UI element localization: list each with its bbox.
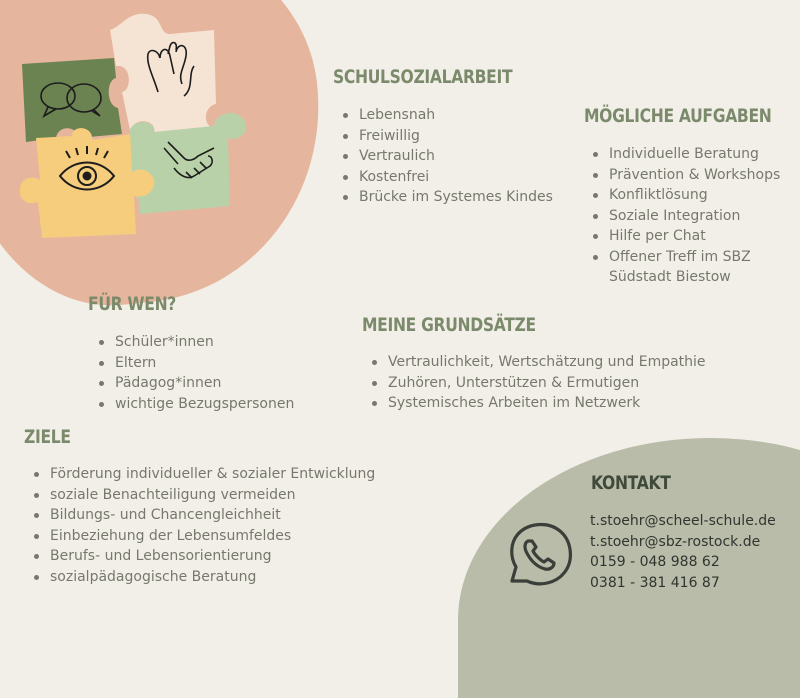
puzzle-piece-cream <box>110 14 216 134</box>
grundsaetze-list <box>369 352 706 414</box>
ziele-list <box>31 464 375 587</box>
list-item: Konfliktlösung <box>590 185 780 206</box>
list-item: Förderung individueller & sozialer Entwicklung <box>31 464 375 485</box>
list-item: Soziale Integration <box>590 206 780 227</box>
kontakt-heading: KONTAKT <box>591 472 671 494</box>
email-link[interactable]: t.stoehr@scheel-schule.de <box>590 513 776 529</box>
aufgaben-list <box>590 144 780 288</box>
fuer-wen-list <box>96 332 294 414</box>
list-item: Brücke im Systemes Kindes <box>340 187 553 208</box>
puzzle-piece-dark-green <box>22 58 122 142</box>
grundsaetze-heading: MEINE GRUNDSÄTZE <box>362 314 536 336</box>
list-item: Kostenfrei <box>340 167 553 188</box>
ziele-heading: ZIELE <box>24 426 71 448</box>
list-item: Eltern <box>96 353 294 374</box>
list-item: sozialpädagogische Beratung <box>31 567 375 588</box>
phone-number[interactable]: 0381 - 381 416 87 <box>590 574 720 591</box>
list-item: Individuelle Beratung <box>590 144 780 165</box>
list-item: Vertraulich <box>340 146 553 167</box>
list-item: Berufs- und Lebensorientierung <box>31 546 375 567</box>
list-item: Schüler*innen <box>96 332 294 353</box>
schulsozialarbeit-list <box>340 105 553 208</box>
list-item: Lebensnah <box>340 105 553 126</box>
list-item: Freiwillig <box>340 126 553 147</box>
phone-number[interactable]: 0159 - 048 988 62 <box>590 554 720 570</box>
list-item: soziale Benachteiligung vermeiden <box>31 485 375 506</box>
contact-block <box>590 511 776 593</box>
list-item: Zuhören, Unterstützen & Ermutigen <box>369 373 706 394</box>
schulsozialarbeit-heading: SCHULSOZIALARBEIT <box>333 66 513 88</box>
fuer-wen-heading: FÜR WEN? <box>88 293 176 315</box>
puzzle-illustration <box>18 8 248 244</box>
list-item: Pädagog*innen <box>96 373 294 394</box>
list-item: Prävention & Workshops <box>590 165 780 186</box>
list-item: Bildungs- und Chancengleichheit <box>31 505 375 526</box>
list-item: Vertraulichkeit, Wertschätzung und Empathie <box>369 352 706 373</box>
phone-icon <box>500 515 578 593</box>
email-link[interactable]: t.stoehr@sbz-rostock.de <box>590 533 761 550</box>
list-item: Offener Treff im SBZ Südstadt Biestow <box>590 247 779 288</box>
list-item: Hilfe per Chat <box>590 226 780 247</box>
aufgaben-heading: MÖGLICHE AUFGABEN <box>584 105 772 127</box>
list-item: Einbeziehung der Lebensumfeldes <box>31 526 375 547</box>
list-item: wichtige Bezugspersonen <box>96 394 294 415</box>
list-item: Systemisches Arbeiten im Netzwerk <box>369 393 706 414</box>
